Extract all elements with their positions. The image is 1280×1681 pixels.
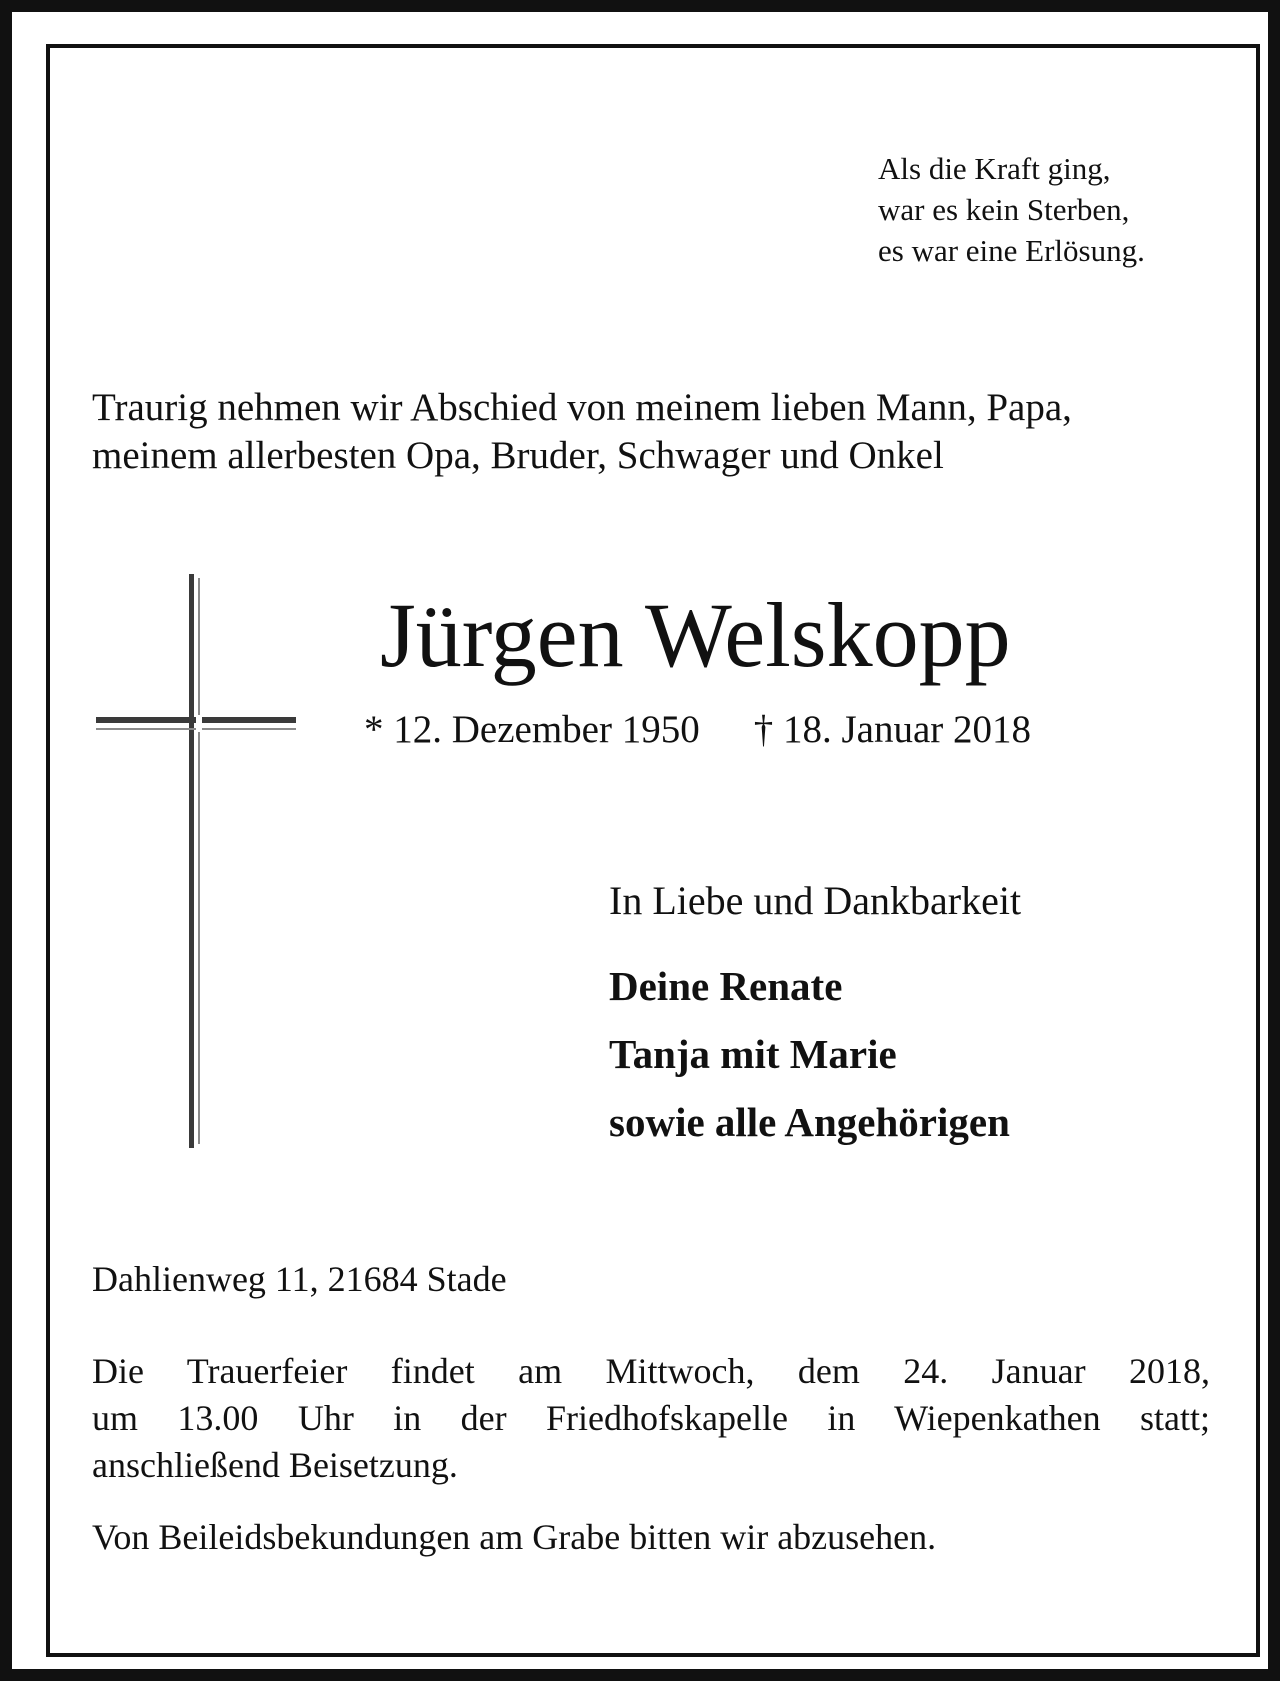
funeral-line: anschließend Beisetzung. xyxy=(92,1445,458,1485)
motto-line: Als die Kraft ging, xyxy=(878,151,1111,186)
intro-text xyxy=(92,384,1072,480)
mourner-line: sowie alle Angehörigen xyxy=(609,1099,1010,1145)
cross-icon xyxy=(92,574,298,1148)
birth-date: * 12. Dezember 1950 xyxy=(364,708,700,751)
mourner-line: Tanja mit Marie xyxy=(609,1031,897,1077)
family-address: Dahlienweg 11, 21684 Stade xyxy=(92,1259,507,1299)
funeral-line: Die Trauerfeier findet am Mittwoch, dem 24. Januar 2018, xyxy=(92,1351,1210,1391)
mourners-list xyxy=(609,952,1010,1156)
intro-line: meinem allerbesten Opa, Bruder, Schwager und Onkel xyxy=(92,434,944,477)
funeral-line: um 13.00 Uhr in der Friedhofskapelle in Wiepenkathen statt; xyxy=(92,1398,1210,1438)
signoff-phrase: In Liebe und Dankbarkeit xyxy=(609,878,1022,923)
funeral-details xyxy=(92,1348,1210,1489)
intro-line: Traurig nehmen wir Abschied von meinem lieben Mann, Papa, xyxy=(92,386,1072,429)
condolence-note: Von Beileidsbekundungen am Grabe bitten wir abzusehen. xyxy=(92,1517,937,1557)
motto-line: war es kein Sterben, xyxy=(878,192,1130,227)
death-date: † 18. Januar 2018 xyxy=(753,708,1032,751)
deceased-name: Jürgen Welskopp xyxy=(380,584,1011,686)
mourner-line: Deine Renate xyxy=(609,963,843,1009)
motto-line: es war eine Erlösung. xyxy=(878,233,1145,268)
life-dates xyxy=(364,706,1031,754)
motto-verse xyxy=(878,148,1145,271)
